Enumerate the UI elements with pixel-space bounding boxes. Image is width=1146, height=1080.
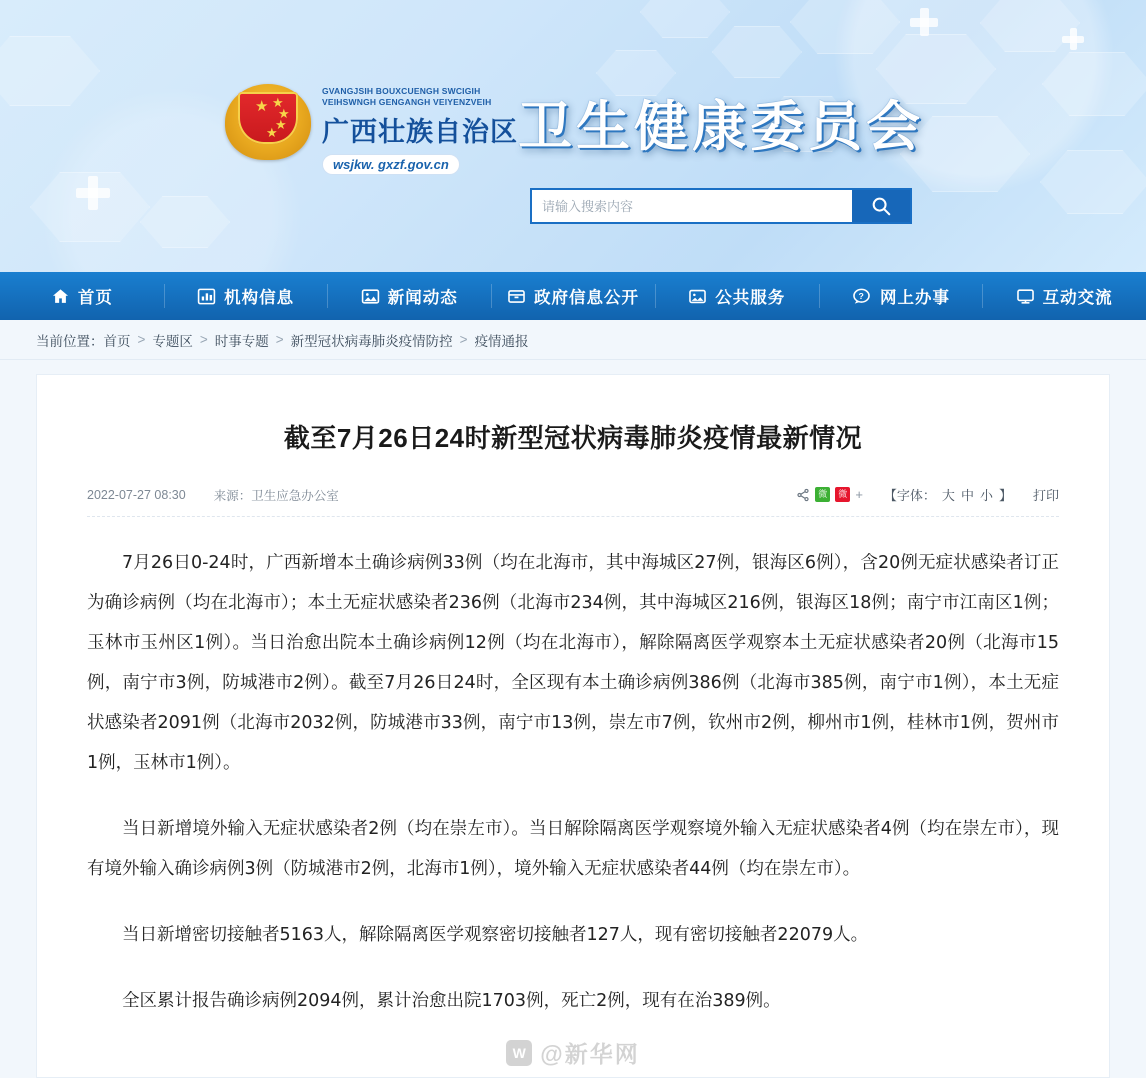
archive-icon xyxy=(507,287,526,306)
font-size-control[interactable] xyxy=(881,485,1015,504)
nav-item-interaction[interactable] xyxy=(982,272,1146,320)
article-paragraph: 全区累计报告确诊病例2094例，累计治愈出院1703例，死亡2例，现有在治389例。 xyxy=(122,991,781,1011)
nav-label: 政府信息公开 xyxy=(534,289,640,307)
site-domain: wsjkw. gxzf.gov.cn xyxy=(322,154,460,175)
nav-item-public-service[interactable] xyxy=(655,272,819,320)
font-size-large[interactable]: 大 xyxy=(941,488,955,503)
search-input[interactable] xyxy=(532,190,852,222)
font-size-label: 【字体： xyxy=(883,488,936,503)
breadcrumb-item-1[interactable]: 专题区 xyxy=(152,333,193,349)
svg-text:?: ? xyxy=(858,290,865,301)
monitor-icon xyxy=(1016,287,1035,306)
national-emblem-icon: ★ ★ ★ ★ ★ xyxy=(225,78,311,164)
breadcrumb-separator: > xyxy=(459,332,468,347)
home-icon xyxy=(51,287,70,306)
article-paragraph: 7月26日0-24时，广西新增本土确诊病例33例（均在北海市，其中海城区27例，银海区6例），含20例无症状感染者订正为确诊病例（均在北海市）；本土无症状感染者236例（北海市234例，其中海城区216例，银海区18例；南宁市江南区1例；玉林市玉州区1例）。当日治愈出院本土确诊病例12例（均在北海市），解除隔离医学观察本土无症状感染者20例（北海市15例，南宁市3例，防城港市2例）。截至7月26日24时，全区现有本土确诊病例386例（北海市385例，南宁市1例），本土无症状感染者2091例（北海市2032例，防城港市33例，南宁市13例，崇左市7例，钦州市2例，柳州市1例，桂林市1例，贺州市1例，玉林市1例）。 xyxy=(87,553,1059,773)
search-box[interactable] xyxy=(530,188,912,224)
window-icon xyxy=(688,287,707,306)
share-group[interactable] xyxy=(796,487,863,502)
main-navigation xyxy=(0,272,1146,320)
nav-label: 机构信息 xyxy=(224,289,295,307)
org-pinyin-line1: GVANGJSIH BOUXCUENGH SWCIGIH xyxy=(322,86,481,96)
breadcrumb-item-0[interactable]: 首页 xyxy=(103,333,131,349)
breadcrumb-prefix: 当前位置： xyxy=(36,333,104,349)
source-label: 来源： xyxy=(213,488,252,503)
font-size-medium[interactable]: 中 xyxy=(960,488,974,503)
share-icon xyxy=(796,488,810,502)
nav-label: 新闻动态 xyxy=(387,289,458,307)
nav-item-gov-disclosure[interactable] xyxy=(491,272,655,320)
weibo-watermark-icon: W xyxy=(506,1040,532,1066)
article-meta xyxy=(87,485,1059,517)
article-paragraph: 当日新增密切接触者5163人，解除隔离医学观察密切接触者127人，现有密切接触者22079人。 xyxy=(122,925,869,945)
medical-cross-icon-2 xyxy=(910,8,938,36)
breadcrumb-separator: > xyxy=(199,332,208,347)
wechat-share-icon[interactable]: 微 xyxy=(815,487,830,502)
org-name: 广西壮族自治区 xyxy=(322,117,518,147)
font-size-tail: 】 xyxy=(998,488,1012,503)
site-title: 卫生健康委员会 xyxy=(518,97,924,157)
watermark xyxy=(37,1036,1109,1069)
page-title: 截至7月26日24时新型冠状病毒肺炎疫情最新情况 xyxy=(283,423,863,453)
weibo-share-icon[interactable]: 微 xyxy=(835,487,850,502)
font-size-small[interactable]: 小 xyxy=(979,488,993,503)
article-paragraph: 当日新增境外输入无症状感染者2例（均在崇左市）。当日解除隔离医学观察境外输入无症状感染者4例（均在崇左市），现有境外输入确诊病例3例（防城港市2例，北海市1例），境外输入无症状感染者44例（均在崇左市）。 xyxy=(87,819,1059,879)
org-logo-text xyxy=(322,86,518,175)
article-card xyxy=(36,374,1110,1078)
breadcrumb xyxy=(0,320,1146,360)
nav-item-news[interactable] xyxy=(327,272,491,320)
site-banner xyxy=(0,0,1146,272)
content-area xyxy=(0,360,1146,1078)
nav-label: 互动交流 xyxy=(1042,289,1113,307)
chart-bar-icon xyxy=(197,287,216,306)
print-button[interactable]: 打印 xyxy=(1032,488,1059,503)
nav-item-online-service[interactable] xyxy=(819,272,983,320)
nav-label: 公共服务 xyxy=(715,289,786,307)
breadcrumb-item-4[interactable]: 疫情通报 xyxy=(474,333,529,349)
watermark-text: @新华网 xyxy=(540,1041,640,1067)
medical-cross-icon-3 xyxy=(1062,28,1084,50)
medical-cross-icon-1 xyxy=(76,176,110,210)
more-share-icon[interactable]: + xyxy=(855,487,863,502)
question-icon xyxy=(851,287,872,306)
search-button[interactable] xyxy=(852,190,910,222)
publish-date: 2022-07-27 08:30 xyxy=(87,487,186,502)
nav-item-home[interactable] xyxy=(0,272,164,320)
image-icon xyxy=(361,287,380,306)
nav-label: 首页 xyxy=(77,289,113,307)
nav-label: 网上办事 xyxy=(879,289,950,307)
breadcrumb-item-3[interactable]: 新型冠状病毒肺炎疫情防控 xyxy=(290,333,453,349)
nav-item-org-info[interactable] xyxy=(164,272,328,320)
org-pinyin-line2: VEIHSWNGH GENGANGH VEIYENZVEIH xyxy=(322,97,492,107)
breadcrumb-item-2[interactable]: 时事专题 xyxy=(214,333,269,349)
breadcrumb-separator: > xyxy=(137,332,146,347)
article-body xyxy=(87,543,1059,1021)
search-icon xyxy=(870,195,892,217)
source-value: 卫生应急办公室 xyxy=(251,488,339,503)
breadcrumb-separator: > xyxy=(275,332,284,347)
